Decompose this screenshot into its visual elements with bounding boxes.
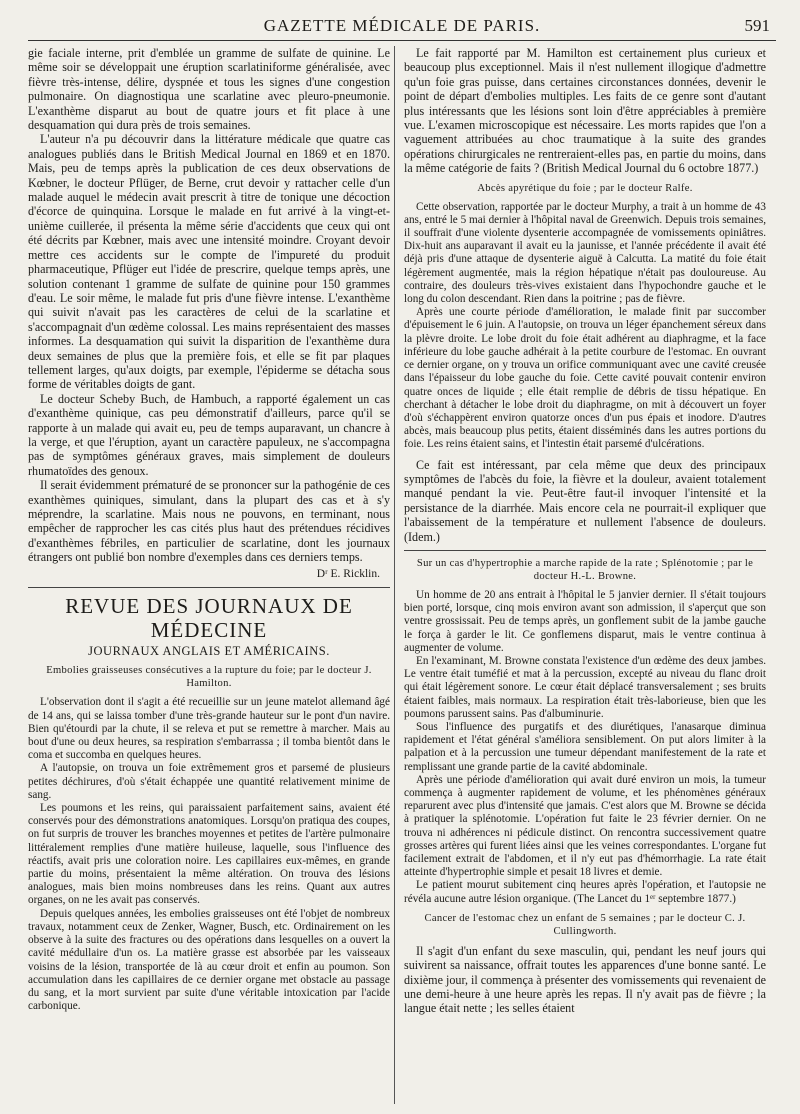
paragraph: Le patient mourut subitement cinq heures après l'opération, et l'autopsie ne révéla aucune autre lésion organique. (The Lancet du 1ᵉʳ septembre 1877.)	[404, 879, 766, 905]
left-column	[28, 46, 390, 1104]
right-column	[404, 46, 766, 1104]
article-title: Embolies graisseuses consécutives a la rupture du foie; par le docteur J. Hamilton.	[46, 665, 372, 690]
paragraph: Après une période d'amélioration qui avait duré environ un mois, la tumeur commença à augmenter rapidement de volume, et les phénomènes généraux reparurent avec plus d'intensité que jamais. C'est alors que M. Browne se décida à pratiquer la splénotomie. L'opération fut faite le 23 février dernier. On ne trouva ni adhérences ni pédicule distinct. On rencontra successivement quatre grosses artères qui furent liées ainsi que les veines correspondantes. L'organe fut facilement extrait de l'abdomen, et il n'y eut pas d'hémorrhagie. La rate était atteinte d'hypertrophie simple et pesait 18 livres et demie.	[404, 773, 766, 879]
divider	[404, 550, 766, 551]
article-title: Sur un cas d'hypertrophie a marche rapide de la rate ; Splénotomie ; par le docteur H.-L. Browne.	[416, 557, 754, 582]
paragraph: Sous l'influence des purgatifs et des diurétiques, l'anasarque diminua rapidement et l'état général s'améliora sensiblement. On put alors limiter à la palpation et à la percussion une tumeur dépendant manifestement de la rate et remplissant une grande partie de la cavité abdominale.	[404, 720, 766, 773]
paragraph: Il serait évidemment prématuré de se prononcer sur la pathogénie de ces exanthèmes quiniques, simulant, dans la plupart des cas et à s'y méprendre, la scarlatine. Mais nous ne pouvons, en terminant, nous empêcher de rapprocher les cas cités plus haut des prétendues récidives d'exanthèmes fébriles, en particulier de scarlatine, dont les journaux étrangers ont publié bon nombre d'exemples dans ces derniers temps.	[28, 478, 390, 565]
paragraph: Cette observation, rapportée par le docteur Murphy, a trait à un homme de 43 ans, entré le 5 mai dernier à l'hôpital naval de Greenwich. Depuis trois semaines, il souffrait d'une violente dysenterie accompagnée de vomissements opiniâtres. Dix-huit ans auparavant il avait eu la jaunisse, et l'année précédente il avait été déjà pris d'une attaque de dysenterie aiguë à Calcutta. La matité du foie était légèrement augmentée, mais la région hépatique n'était pas douloureuse. Au contraire, des douleurs très-vives existaient dans l'hypochondre gauche et le long du colon descendant. Rien dans la poitrine ; pas de fièvre.	[404, 200, 766, 306]
paragraph: Un homme de 20 ans entrait à l'hôpital le 5 janvier dernier. Il s'était toujours bien porté, lorsque, cinq mois environ avant son admission, il s'aperçut que son ventre grossissait. Peu de temps après, un gonflement subit de la jambe gauche le força à garder le lit. Ce gonflemens disparut, mais le ventre continua à augmenter de volume.	[404, 588, 766, 654]
paragraph: L'auteur n'a pu découvrir dans la littérature médicale que quatre cas analogues publiés dans le British Medical Journal en 1869 et en 1870. Mais, peu de temps après la publication de ces deux observations de Kœbner, le docteur Pflüger, de Berne, crut devoir y rattacher celle d'un malade auquel le médecin avait prescrit à titre de tonique une décoction d'écorce de quinquina. Lorsque le malade en fut arrivé à la vingt-et-unième cuillerée, il présenta la même série d'accidents que ceux qui ont été décrits par Kœbner, mais avec une intensité moindre. Croyant devoir mettre ces accidents sur le compte de l'impureté du produit pharmaceutique, Pflüger eut l'idée de prescrire, quelque temps après, une solution contenant 1 gramme de sulfate de quinine pour 150 grammes d'eau. Le soir même, le malade fut pris d'une fièvre intense. L'exanthème qui suivit n'avait pas les caractères de celui de la scarlatine et s'accompagnait d'un œdème colossal. Les mains représentaient des masses informes. La desquamation qui suivit la disparition de l'exanthème dura deux semaines de plus que la première fois, et elle se fit par plaques tellement larges, qu'aux doigts, par exemple, l'épiderme se détacha sous forme de véritables doigts de gant.	[28, 132, 390, 392]
paragraph: L'observation dont il s'agit a été recueillie sur un jeune matelot allemand âgé de 14 ans, qui se laissa tomber d'une très-grande hauteur sur le pont d'un navire. Bien qu'étourdi par la chute, il se releva et put se remettre à marcher. Mais au bout d'une ou deux heures, sa respiration s'embarrassa ; il tomba bientôt dans le coma et succomba en quelques heures.	[28, 696, 390, 762]
article-title: Cancer de l'estomac chez un enfant de 5 semaines ; par le docteur C. J. Cullingworth.	[424, 912, 746, 937]
section-subtitle: JOURNAUX ANGLAIS ET AMÉRICAINS.	[88, 644, 330, 659]
author-signature: Dʳ E. Ricklin.	[316, 567, 380, 580]
paragraph: Il s'agit d'un enfant du sexe masculin, qui, pendant les neuf jours qui suivirent sa naissance, offrait toutes les apparences d'une bonne santé. Le dixième jour, il commença à présenter des vomissements qui revenaient de une demi-heure à une heure après les repas. Il n'y avait pas de fièvre ; la langue était nette ; les selles étaient	[404, 943, 766, 1016]
page-number: 591	[744, 16, 770, 35]
paragraph: A l'autopsie, on trouva un foie extrêmement gros et parsemé de plusieurs petites déchirures, d'où s'était échappée une quantité relativement minime de sang.	[28, 762, 390, 801]
journal-title: GAZETTE MÉDICALE DE PARIS.	[263, 16, 541, 35]
paragraph: Ce fait est intéressant, par cela même que deux des principaux symptômes de l'abcès du foie, la fièvre et la douleur, avaient totalement manqué pendant la vie. Peut-être faut-il invoquer l'intensité et la persistance de la diarrhée. Mais encore cela ne pourrait-il expliquer que l'abaissement de la température et nullement l'absence de douleurs. (Idem.)	[404, 457, 766, 544]
paragraph: Après une courte période d'amélioration, le malade finit par succomber d'épuisement le 6 juin. A l'autopsie, on trouva un léger épanchement séreux dans la plèvre droite. Le lobe droit du foie était adhérent au diaphragme, et la face inférieure du lobe gauche adhérait à la petite courbure de l'estomac. En ouvrant ce dernier organe, on y trouva un orifice communiquant avec une cavité creusée dans l'épaisseur du lobe gauche du foie. Cette cavité pouvait contenir environ quatre onces de liquide ; elle était remplie de débris de tissu hépatique. En cherchant à détacher le lobe droit du diaphragme, on mit à découvert un foyer d'où s'échappèrent environ quatorze onces d'un pus épais et inodore. D'autres abcès, mais beaucoup plus petits, étaient disséminés dans les autres portions du foie. Les reins étaient sains, et l'intestin était parsemé d'ulcérations.	[404, 306, 766, 451]
paragraph: Le fait rapporté par M. Hamilton est certainement plus curieux et beaucoup plus exceptionnel. Mais il n'est nullement illogique d'admettre qu'un foie gras puisse, dans certaines circonstances données, devenir le point de départ d'embolies multiples. Les faits de ce genre sont d'autant plus intéressants que les lésions sont loin d'être appréciables à première vue. L'examen microscopique est nécessaire. Les morts rapides que l'on a vaguement attribuées au choc traumatique à la suite des grandes opérations chirurgicales ne rentreraient-elles pas, en partie du moins, dans la même catégorie de faits ? (British Medical Journal du 6 octobre 1877.)	[404, 46, 766, 176]
column-rule	[394, 46, 395, 1104]
paragraph: Le docteur Scheby Buch, de Hambuch, a rapporté également un cas d'exanthème quinique, cas peu démonstratif d'ailleurs, parce qu'il se rapporte à un malade qui avait eu, peu de temps auparavant, un chancre à la verge, et que l'éruption, ayant un caractère papuleux, ne s'accompagna pas de symptômes généraux graves, mais simplement de douleurs rhumatoïdes des genoux.	[28, 391, 390, 478]
paragraph: En l'examinant, M. Browne constata l'existence d'un œdème des deux jambes. Le ventre était tuméfié et mat à la percussion, excepté au niveau du flanc droit qui était légèrement sonore. Le cœur était déplacé transversalement ; ses bruits étaient faibles, mais normaux. La respiration était très-laborieuse, bien que les poumons parussent sains. Pas d'albuminurie.	[404, 654, 766, 720]
article-title: Abcès apyrétique du foie ; par le docteur Ralfe.	[477, 182, 693, 194]
divider	[28, 587, 390, 588]
paragraph: Les poumons et les reins, qui paraissaient parfaitement sains, avaient été conservés pour des démonstrations anatomiques. Lorsqu'on pratiqua des coupes, on fut surpris de trouver les branches moyennes et petites de l'artère pulmonaire littéralement remplies d'une matière huileuse, laquelle, sous l'influence des réactifs, avait pris une coloration noire. Les capillaires eux-mêmes, en grande partie du moins, présentaient la même altération. On trouva des lésions analogues, mais bien moins nombreuses dans les reins. Quant aux autres organes, on ne les avait pas conservés.	[28, 802, 390, 907]
paragraph: gie faciale interne, prit d'emblée un gramme de sulfate de quinine. Le même soir se développait une éruption scarlatiniforme généralisée, avec fièvre très-intense, délire, dyspnée et tous les signes d'une congestion pulmonaire. On diagnostiqua une scarlatine avec pleuro-pneumonie. L'exanthème disparut au bout de quatre jours et fit place à une desquamation qui dura près de trois semaines.	[28, 46, 390, 133]
paragraph: Depuis quelques années, les embolies graisseuses ont été l'objet de nombreux travaux, notamment ceux de Zenker, Wagner, Busch, etc. Ordinairement on les observe à la suite des fractures ou des opérations dans lesquelles on a ouvert la cavité médullaire d'un os. La matière grasse est absorbée par les vaisseaux voisins de la lésion, transportée de là au cœur droit et enfin au poumon. Son accumulation dans les capillaires de ce dernier organe met obstacle au passage du sang, et la mort survient par suite d'une véritable intoxication par l'acide carbonique.	[28, 907, 390, 1013]
section-title: REVUE DES JOURNAUX DE MÉDECINE	[65, 594, 353, 643]
page-header	[28, 14, 776, 41]
